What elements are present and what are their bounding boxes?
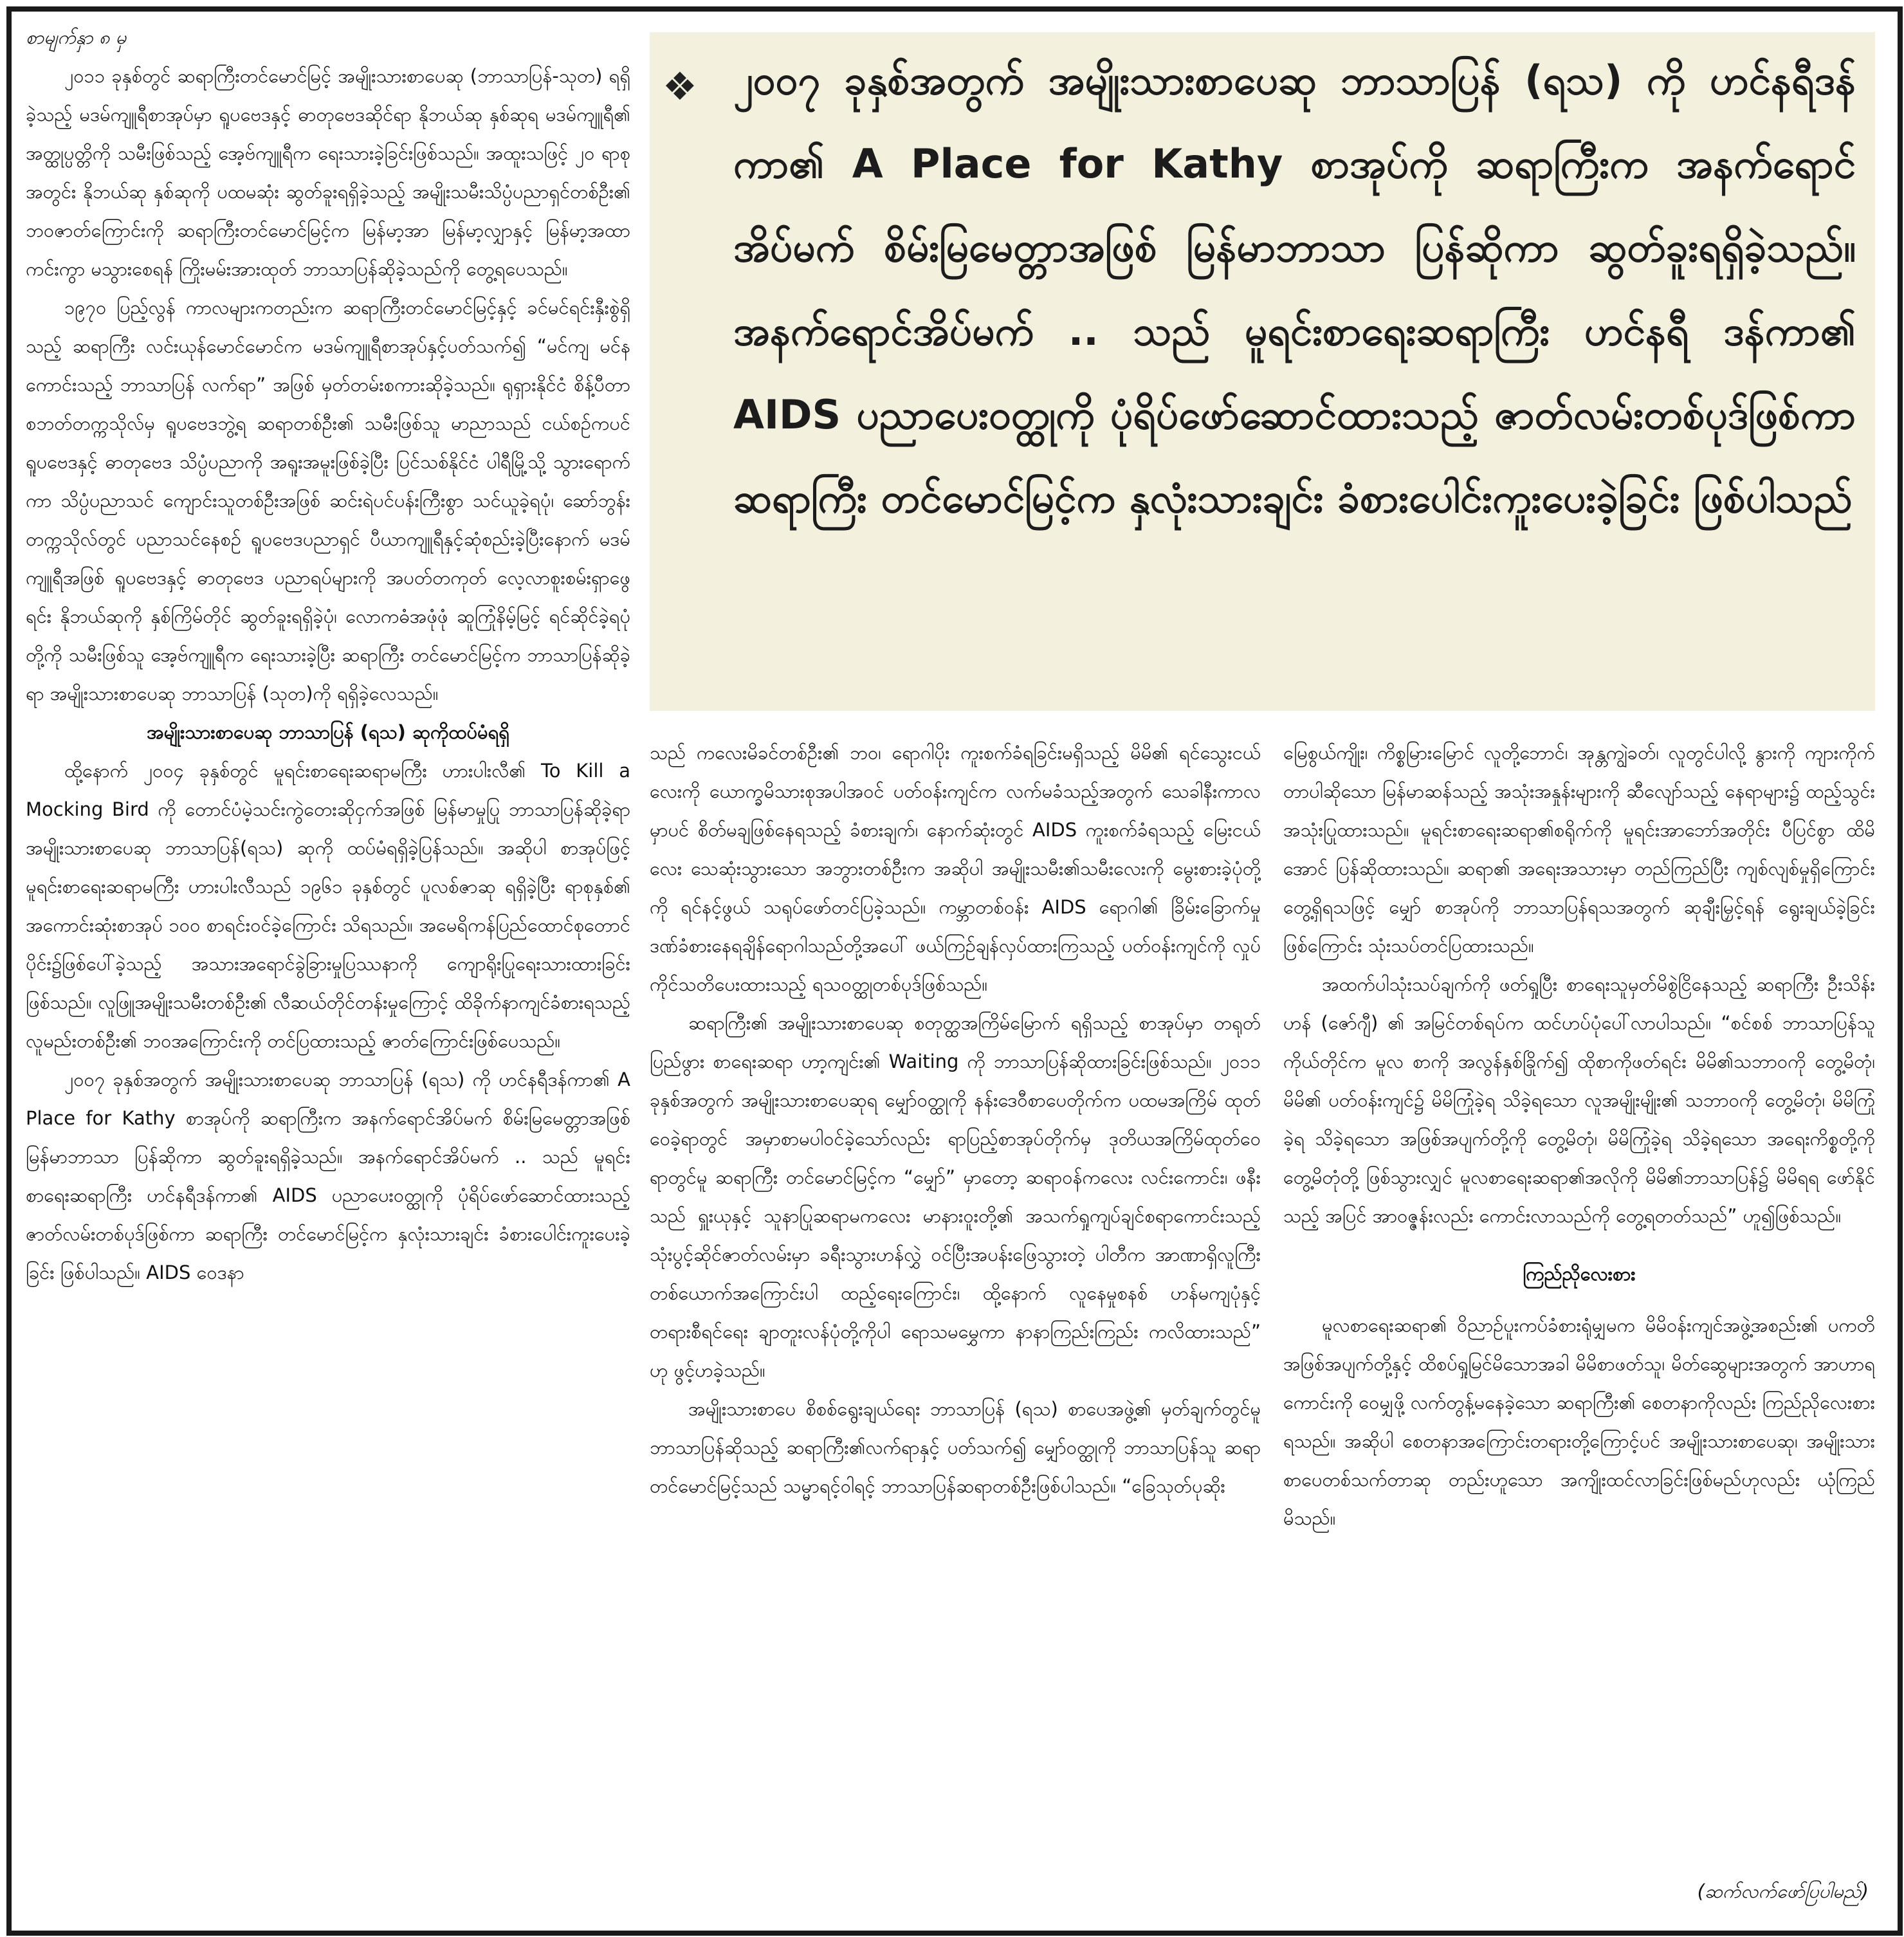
pull-quote-text: ၂၀၀၇ ခုနှစ်အတွက် အမျိုးသားစာပေဆု ဘာသာပြန် (ရသ) ကို ဟင်နရီဒန်ကာ၏ A Place for Kathy စာအုပ်ကို ဆရာကြီးက အနက်ရောင်အိပ်မက် စိမ်းမြမေတ္တာအဖြစ် မြန်မာဘာသာ ပြန်ဆိုကာ ဆွတ်ခူးရရှိခဲ့သည်။ အနက်ရောင်အိပ်မက် .. သည် မူရင်းစာရေးဆရာကြီး ဟင်နရီ ဒန်ကာ၏ AIDS ပညာပေးဝတ္ထုကို ပုံရိပ်ဖော်ဆောင်ထားသည့် ဇာတ်လမ်းတစ်ပုဒ်ဖြစ်ကာ ဆရာကြီး တင်မောင်မြင့်က နှလုံးသားချင်း ခံစားပေါင်းကူးပေးခဲ့ခြင်း ဖြစ်ပါသည် [733, 57, 1856, 522]
paragraph: မြေစွယ်ကျိုး၊ ကိစ္စမြားမြောင် လူတို့ဘောင်၊ အုန္တကျွဲခတ်၊ လူတွင်ပါလို့ နွားကို ကျားကိုက်တာပါဆိုသော မြန်မာဆန်သည့် အသုံးအနှုန်းများကို ဆီလျော်သည့် နေရာများ၌ ထည့်သွင်းအသုံးပြုထားသည်။ မူရင်းစာရေးဆရာ၏စရိုက်ကို မူရင်းအာဘော်အတိုင်း ပီပြင်စွာ ထိမိအောင် ပြန်ဆိုထားသည်။ ဆရာ၏ အရေးအသားမှာ တည်ကြည်ပြီး ကျစ်လျစ်မှုရှိကြောင်း တွေ့ရှိရသဖြင့် မျှော် စာအုပ်ကို ဘာသာပြန်ရသအတွက် ဆုချီးမြှင့်ရန် ရွေးချယ်ခဲ့ခြင်းဖြစ်ကြောင်း သုံးသပ်တင်ပြထားသည်။ [1283, 742, 1875, 957]
continued-from-label: စာမျက်နှာ ၈ မှ [26, 26, 127, 48]
paragraph: အမျိုးသားစာပေ စိစစ်ရွေးချယ်ရေး ဘာသာပြန် (ရသ) စာပေအဖွဲ့၏ မှတ်ချက်တွင်မူ ဘာသာပြန်ဆိုသည့် ဆရာကြီး၏လက်ရာနှင့် ပတ်သက်၍ မျှော်ဝတ္ထုကို ဘာသာပြန်သူ ဆရာ တင်မောင်မြင့်သည် သမ္မာရင့်ဝါရင့် ဘာသာပြန်ဆရာတစ်ဦးဖြစ်ပါသည်။ “ခြေသုတ်ပုဆိုး [650, 1398, 1261, 1497]
paragraph: မူလစာရေးဆရာ၏ ဝိညာဉ်ပူးကပ်ခံစားရုံမျှမက မိမိဝန်းကျင်အဖွဲ့အစည်း၏ ပကတိအဖြစ်အပျက်တို့နှင့် ထိစပ်ရှုမြင်မိသောအခါ မိမိစာဖတ်သူ၊ မိတ်ဆွေများအတွက် အာဟာရကောင်းကို ဝေမျှဖို့ လက်တွန့်မနေခဲ့သော ဆရာကြီး၏ စေတနာကိုလည်း ကြည်ညိုလေးစားရသည်။ အဆိုပါ စေတနာအကြောင်းတရားတို့ကြောင့်ပင် အမျိုးသားစာပေဆု၊ အမျိုးသားစာပေတစ်သက်တာဆု တည်းဟူသော အကျိုးထင်လာခြင်းဖြစ်မည်ဟုလည်း ယုံကြည်မိသည်။ [1283, 1314, 1875, 1529]
paragraph: ၁၉၇၀ ပြည့်လွန် ကာလများကတည်းက ဆရာကြီးတင်မောင်မြင့်နှင့် ခင်မင်ရင်းနှီးစွဲရှိသည့် ဆရာကြီး လင်းယုန်မောင်မောင်က မဒမ်ကျူရီစာအုပ်နှင့်ပတ်သက်၍ “မင်ကျ မင်န ကောင်းသည့် ဘာသာပြန် လက်ရာ” အဖြစ် မှတ်တမ်းစကားဆိုခဲ့သည်။ ရုရှားနိုင်ငံ စိန့်ပီတာစဘတ်တက္ကသိုလ်မှ ရူပဗေဒဘွဲ့ရ ဆရာတစ်ဦး၏ သမီးဖြစ်သူ မာညာသည် ငယ်စဉ်ကပင် ရူပဗေဒနှင့် ဓာတုဗေဒ သိပ္ပံပညာကို အရူးအမူးဖြစ်ခဲ့ပြီး ပြင်သစ်နိုင်ငံ ပါရီမြို့သို့ သွားရောက်ကာ သိပ္ပံပညာသင် ကျောင်းသူတစ်ဦးအဖြစ် ဆင်းရဲပင်ပန်းကြီးစွာ သင်ယူခဲ့ရပုံ၊ ဆော်ဘွန်းတက္ကသိုလ်တွင် ပညာသင်နေစဉ် ရူပဗေဒပညာရှင် ပီယာကျူရီနှင့်ဆုံစည်းခဲ့ပြီးနောက် မဒမ်ကျူရီအဖြစ် ရူပဗေဒနှင့် ဓာတုဗေဒ ပညာရပ်များကို အပတ်တကုတ် လေ့လာစူးစမ်းရှာဖွေရင်း နိုဘယ်ဆုကို နှစ်ကြိမ်တိုင် ဆွတ်ခူးရရှိခဲ့ပုံ၊ လောကဓံအဖုံဖုံ ဆူကြုံနိမ့်မြင့် ရင်ဆိုင်ခဲ့ရပုံတို့ကို သမီးဖြစ်သူ အေ့ဗ်ကျူရီက ရေးသားခဲ့ပြီး ဆရာကြီး တင်မောင်မြင့်က ဘာသာပြန်ဆိုခဲ့ရာ အမျိုးသားစာပေဆု ဘာသာပြန် (သုတ)ကို ရရှိခဲ့လေသည်။ [26, 297, 630, 704]
paragraph: အထက်ပါသုံးသပ်ချက်ကို ဖတ်ရှုပြီး စာရေးသူမှတ်မိစွဲငြိနေသည့် ဆရာကြီး ဦးသိန်းဟန် (ဇော်ဂျီ) ၏ အမြင်တစ်ရပ်က ထင်ဟပ်ပုံပေါ်လာပါသည်။ “စင်စစ် ဘာသာပြန်သူကိုယ်တိုင်က မူလ စာကို အလွန်နှစ်ခြိုက်၍ ထိုစာကိုဖတ်ရင်း မိမိ၏သဘာဝကို တွေ့မိတုံ၊ မိမိ၏ ပတ်ဝန်းကျင်၌ မိမိကြုံခဲ့ရ သိခဲ့ရသော လူအမျိုးမျိုး၏ သဘာဝကို တွေ့မိတုံ၊ မိမိကြုံခဲ့ရ သိခဲ့ရသော အဖြစ်အပျက်တို့ကို တွေ့မိတုံ၊ မိမိကြုံခဲ့ရ သိခဲ့ရသော အရေးကိစ္စတို့ကို တွေ့မိတုံတို့ ဖြစ်သွားလျှင် မူလစာရေးဆရာ၏အလိုကို မိမိ၏ဘာသာပြန်၌ မိမိရရ ဖော်နိုင်သည့် အပြင် အာဝဇ္ဇန်းလည်း ကောင်းလာသည်ကို တွေ့ရတတ်သည်” ဟူ၍ဖြစ်သည်။ [1283, 973, 1875, 1227]
paragraph: ၂၀၁၁ ခုနှစ်တွင် ဆရာကြီးတင်မောင်မြင့် အမျိုးသားစာပေဆု (ဘာသာပြန်-သုတ) ရရှိခဲ့သည့် မဒမ်ကျူရီစာအုပ်မှာ ရူပဗေဒနှင့် ဓာတုဗေဒဆိုင်ရာ နိုဘယ်ဆု နှစ်ဆုရ မဒမ်ကျူရီ၏ အတ္ထုပ္ပတ္တိကို သမီးဖြစ်သည့် အေ့ဗ်ကျူရီက ရေးသားခဲ့ခြင်းဖြစ်သည်။ အထူးသဖြင့် ၂၀ ရာစုအတွင်း နိုဘယ်ဆု နှစ်ဆုကို ပထမဆုံး ဆွတ်ခူးရရှိခဲ့သည့် အမျိုးသမီးသိပ္ပံပညာရှင်တစ်ဦး၏ ဘဝဇာတ်ကြောင်းကို ဆရာကြီးတင်မောင်မြင့်က မြန်မာ့အာ မြန်မာ့လျှာနှင့် မြန်မာ့အထာကင်းကွာ မသွားစေရန် ကြိုးမမ်းအားထုတ် ဘာသာပြန်ဆိုခဲ့သည်ကို တွေ့ရပေသည်။ [26, 65, 630, 280]
paragraph: ၂၀၀၇ ခုနှစ်အတွက် အမျိုးသားစာပေဆု ဘာသာပြန် (ရသ) ကို ဟင်နရီဒန်ကာ၏ A Place for Kathy စာအုပ်ကို ဆရာကြီးက အနက်ရောင်အိပ်မက် စိမ်းမြမေတ္တာအဖြစ် မြန်မာဘာသာ ပြန်ဆိုကာ ဆွတ်ခူးရရှိခဲ့သည်။ အနက်ရောင်အိပ်မက် .. သည် မူရင်းစာရေးဆရာကြီး ဟင်နရီဒန်ကာ၏ AIDS ပညာပေးဝတ္ထုကို ပုံရိပ်ဖော်ဆောင်ထားသည့် ဇာတ်လမ်းတစ်ပုဒ်ဖြစ်ကာ ဆရာကြီး တင်မောင်မြင့်က နှလုံးသားချင်း ခံစားပေါင်းကူးပေးခဲ့ခြင်း ဖြစ်ပါသည်။ AIDS ဝေဒနာ [26, 1069, 630, 1283]
article-column-3 [1283, 733, 1875, 1923]
section-subheading: ကြည်ညိုလေးစား [1523, 1263, 1636, 1285]
article-column-2 [650, 733, 1261, 1923]
to-be-continued-note: (ဆက်လက်ဖော်ပြပါမည်) [1697, 1880, 1869, 1902]
paragraph: သည် ကလေးမိခင်တစ်ဦး၏ ဘဝ၊ ရောဂါပိုး ကူးစက်ခံရခြင်းမရှိသည့် မိမိ၏ ရင်သွေးငယ်လေးကို ယောက္ခမိသားစုအပါအဝင် ပတ်ဝန်းကျင်က လက်မခံသည့်အတွက် သေခါနီးကာလမှာပင် စိတ်မချဖြစ်နေရသည့် ခံစားချက်၊ နောက်ဆုံးတွင် AIDS ကူးစက်ခံရသည့် မြေးငယ်လေး သေဆုံးသွားသော အဘွားတစ်ဦးက အဆိုပါ အမျိုးသမီး၏သမီးလေးကို မွေးစားခဲ့ပုံတို့ကို ရင်နင့်ဖွယ် သရုပ်ဖော်တင်ပြခဲ့သည်။ ကမ္ဘာတစ်ဝန်း AIDS ရောဂါ၏ ခြိမ်းခြောက်မှု ဒဏ်ခံစားနေရချိန်ရောဂါသည်တို့အပေါ် ဖယ်ကြဉ်ချန်လှပ်ထားကြသည့် ပတ်ဝန်းကျင်ကို လှုပ်ကိုင်သတိပေးထားသည့် ရသဝတ္ထုတစ်ပုဒ်ဖြစ်သည်။ [650, 742, 1261, 995]
paragraph: ထို့နောက် ၂၀၀၄ ခုနှစ်တွင် မူရင်းစာရေးဆရာမကြီး ဟားပါးလီ၏ To Kill a Mocking Bird ကို တောင်ပံမဲ့သင်းကွဲတေးဆိုငှက်အဖြစ် မြန်မာမှုပြု ဘာသာပြန်ဆိုခဲ့ရာ အမျိုးသားစာပေဆု ဘာသာပြန်(ရသ) ဆုကို ထပ်မံရရှိခဲ့ပြန်သည်။ အဆိုပါ စာအုပ်ဖြင့် မူရင်းစာရေးဆရာမကြီး ဟားပါးလီသည် ၁၉၆၁ ခုနှစ်တွင် ပူလစ်ဇာဆု ရရှိခဲ့ပြီး ရာစုနှစ်၏ အကောင်းဆုံးစာအုပ် ၁၀၀ စာရင်းဝင်ခဲ့ကြောင်း သိရသည်။ အမေရိကန်ပြည်ထောင်စုတောင်ပိုင်း၌ဖြစ်ပေါ်ခဲ့သည့် အသားအရောင်ခွဲခြားမှုပြဿနာကို ကျောရိုးပြုရေးသားထားခြင်းဖြစ်သည်။ လူဖြူအမျိုးသမီးတစ်ဦး၏ လီဆယ်တိုင်တန်းမှုကြောင့် ထိခိုက်နာကျင်ခံစားရသည့် လူမည်းတစ်ဦး၏ ဘဝအကြောင်းကို တင်ပြထားသည့် ဇာတ်ကြောင်းဖြစ်ပေသည်။ [26, 760, 630, 1052]
diamond-bullet-icon: ❖ [663, 64, 697, 109]
article-column-1 [26, 18, 630, 1922]
paragraph: ဆရာကြီး၏ အမျိုးသားစာပေဆု စတုတ္ထအကြိမ်မြောက် ရရှိသည့် စာအုပ်မှာ တရုတ်ပြည်ဖွား စာရေးဆရာ ဟာ့ကျင်း၏ Waiting ကို ဘာသာပြန်ဆိုထားခြင်းဖြစ်သည်။ ၂၀၁၁ ခုနှစ်အတွက် အမျိုးသားစာပေဆုရ မျှော်ဝတ္ထုကို နန်းဒေဝီစာပေတိုက်က ပထမအကြိမ် ထုတ်ဝေခဲ့ရာတွင် အမှာစာမပါဝင်ခဲ့သော်လည်း ရာပြည့်စာအုပ်တိုက်မှ ဒုတိယအကြိမ်ထုတ်ဝေရာတွင်မူ ဆရာကြီး တင်မောင်မြင့်က “မျှော်” မှာတော့ ဆရာဝန်ကလေး လင်းကောင်း၊ ဖနီးသည် ရှူးယုနှင့် သူနာပြုဆရာမကလေး မာနားဝူးတို့၏ အသက်ရှုကျပ်ချင်စရာကောင်းသည့် သုံးပွင့်ဆိုင်ဇာတ်လမ်းမှာ ခရီးသွားဟန်လွှဲ ဝင်ပြီးအပန်းဖြေသွားတဲ့ ပါတီက အာဏာရှိလူကြီး တစ်ယောက်အကြောင်းပါ ထည့်ရေးကြောင်း၊ ထို့နောက် လူနေမှုစနစ် ဟန်မကျပုံနှင့် တရားစီရင်ရေး ချာတူးလန်ပုံတို့ကိုပါ ရောသမမွှေကာ နာနာကြည်းကြည်း ကလိထားသည်” ဟု ဖွင့်ဟခဲ့သည်။ [650, 1012, 1261, 1381]
section-subheading: အမျိုးသားစာပေဆု ဘာသာပြန် (ရသ) ဆုကိုထပ်မံရရှိ [147, 721, 509, 743]
